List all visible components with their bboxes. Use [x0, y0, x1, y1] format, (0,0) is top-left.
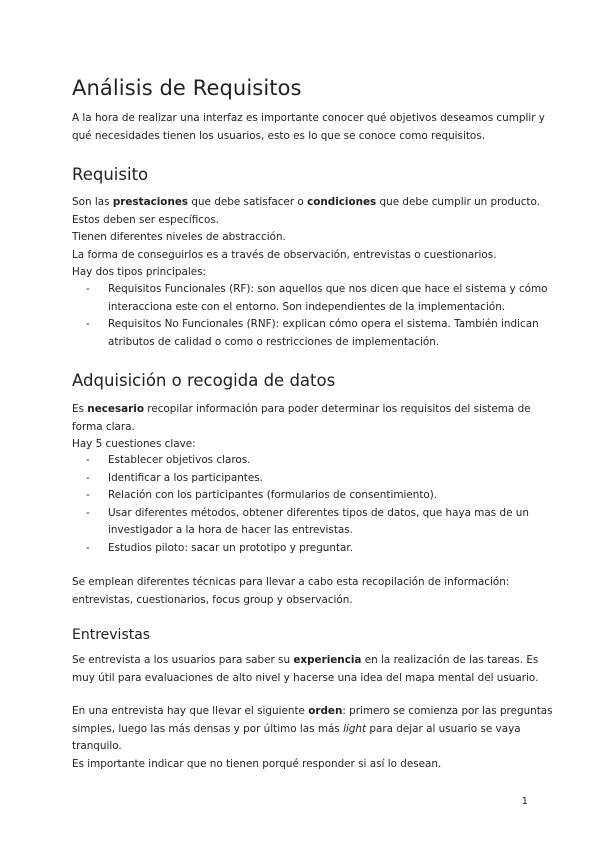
list-item — [86, 505, 532, 540]
text-run: Son las — [72, 196, 113, 208]
entrevistas-paragraph-2 — [72, 703, 553, 773]
adquisicion-line — [72, 401, 532, 419]
intro-line: qué necesidades tienen los usuarios, esto es lo que se conoce como requisitos. — [72, 129, 486, 142]
list-item-line: Identificar a los participantes. — [108, 471, 263, 484]
dash-bullet: - — [86, 283, 90, 295]
definition-line — [72, 194, 540, 212]
page-number: 1 — [521, 796, 528, 807]
list-item — [86, 316, 539, 351]
list-item-line: Requisitos No Funcionales (RNF): explican cómo opera el sistema. También indican — [108, 318, 539, 330]
adquisicion-line: Hay 5 cuestiones clave: — [72, 438, 196, 450]
list-item — [86, 452, 532, 470]
list-item-line: Estudios piloto: sacar un prototipo y preguntar. — [108, 541, 354, 554]
entrevistas-line — [72, 703, 553, 721]
text-run: simples, luego las más densas y por último las más — [72, 722, 344, 735]
page-title: Análisis de Requisitos — [72, 76, 302, 100]
requisito-line: La forma de conseguirlos es a través de observación, entrevistas o cuestionarios. — [72, 248, 497, 261]
list-item-line: Usar diferentes métodos, obtener diferentes tipos de datos, que haya mas de un — [108, 506, 529, 519]
text-run: que debe cumplir un producto. — [376, 196, 540, 208]
list-item-line: atributos de calidad o como o restricciones de implementación. — [108, 335, 440, 348]
list-item — [86, 281, 548, 316]
list-item-line: interacciona este con el entorno. Son independientes de la implementación. — [108, 300, 506, 313]
list-item — [86, 487, 532, 505]
text-run: en la realización de las tareas. Es — [361, 654, 539, 666]
text-run: que debe satisfacer o — [188, 196, 308, 208]
dash-bullet: - — [86, 506, 90, 519]
key-questions-list — [86, 452, 532, 557]
list-item-line: investigador a la hora de hacer las entrevistas. — [108, 524, 353, 536]
techniques-paragraph — [72, 574, 532, 609]
bold-term: condiciones — [307, 196, 377, 208]
entrevistas-line: Es importante indicar que no tienen porqué responder si así lo desean. — [72, 757, 442, 770]
list-item-line: Requisitos Funcionales (RF): son aquellos que nos dicen que hace el sistema y cómo — [108, 283, 548, 295]
entrevistas-line: tranquilo. — [72, 740, 122, 752]
text-run: para dejar al usuario se vaya — [366, 722, 521, 735]
dash-bullet: - — [86, 318, 90, 330]
text-run: recopilar información para poder determinar los requisitos del sistema de — [143, 403, 531, 415]
intro-paragraph — [72, 110, 545, 145]
requisito-types-list — [86, 281, 548, 351]
italic-term: light — [343, 722, 367, 735]
entrevistas-line — [72, 652, 539, 670]
text-run: Es — [72, 403, 88, 415]
text-run: En una entrevista hay que llevar el siguiente — [72, 705, 309, 717]
entrevistas-paragraph-1 — [72, 652, 539, 687]
text-run: Se entrevista a los usuarios para saber su — [72, 654, 294, 666]
adquisicion-line: forma clara. — [72, 420, 135, 433]
heading-entrevistas: Entrevistas — [72, 627, 151, 643]
requisito-line: Estos deben ser específicos. — [72, 213, 220, 226]
entrevistas-line — [72, 721, 532, 739]
bold-term: prestaciones — [112, 196, 189, 208]
bold-term: experiencia — [293, 654, 362, 666]
bold-term: necesario — [87, 403, 144, 415]
list-item-line: Relación con los participantes (formularios de consentimiento). — [108, 489, 438, 501]
list-item — [86, 540, 532, 558]
dash-bullet: - — [86, 489, 90, 501]
bold-term: orden — [308, 705, 343, 717]
requisito-paragraph — [72, 194, 540, 282]
entrevistas-line: muy útil para evaluaciones de alto nivel y hacerse una idea del mapa mental del usuario. — [72, 671, 539, 684]
techniques-line: entrevistas, cuestionarios, focus group y observación. — [72, 593, 353, 606]
heading-adquisicion: Adquisición o recogida de datos — [72, 371, 336, 390]
requisito-line: Hay dos tipos principales: — [72, 266, 207, 278]
heading-requisito: Requisito — [72, 165, 149, 184]
dash-bullet: - — [86, 454, 90, 466]
requisito-line: Tienen diferentes niveles de abstracción. — [72, 231, 286, 243]
dash-bullet: - — [86, 471, 90, 484]
techniques-line: Se emplean diferentes técnicas para llevar a cabo esta recopilación de información: — [72, 576, 510, 588]
adquisicion-paragraph — [72, 401, 532, 454]
intro-line: A la hora de realizar una interfaz es importante conocer qué objetivos deseamos cumplir y — [72, 112, 545, 124]
list-item — [86, 470, 532, 488]
text-run: : primero se comienza por las preguntas — [342, 705, 553, 717]
dash-bullet: - — [86, 541, 90, 554]
list-item-line: Establecer objetivos claros. — [108, 454, 251, 466]
